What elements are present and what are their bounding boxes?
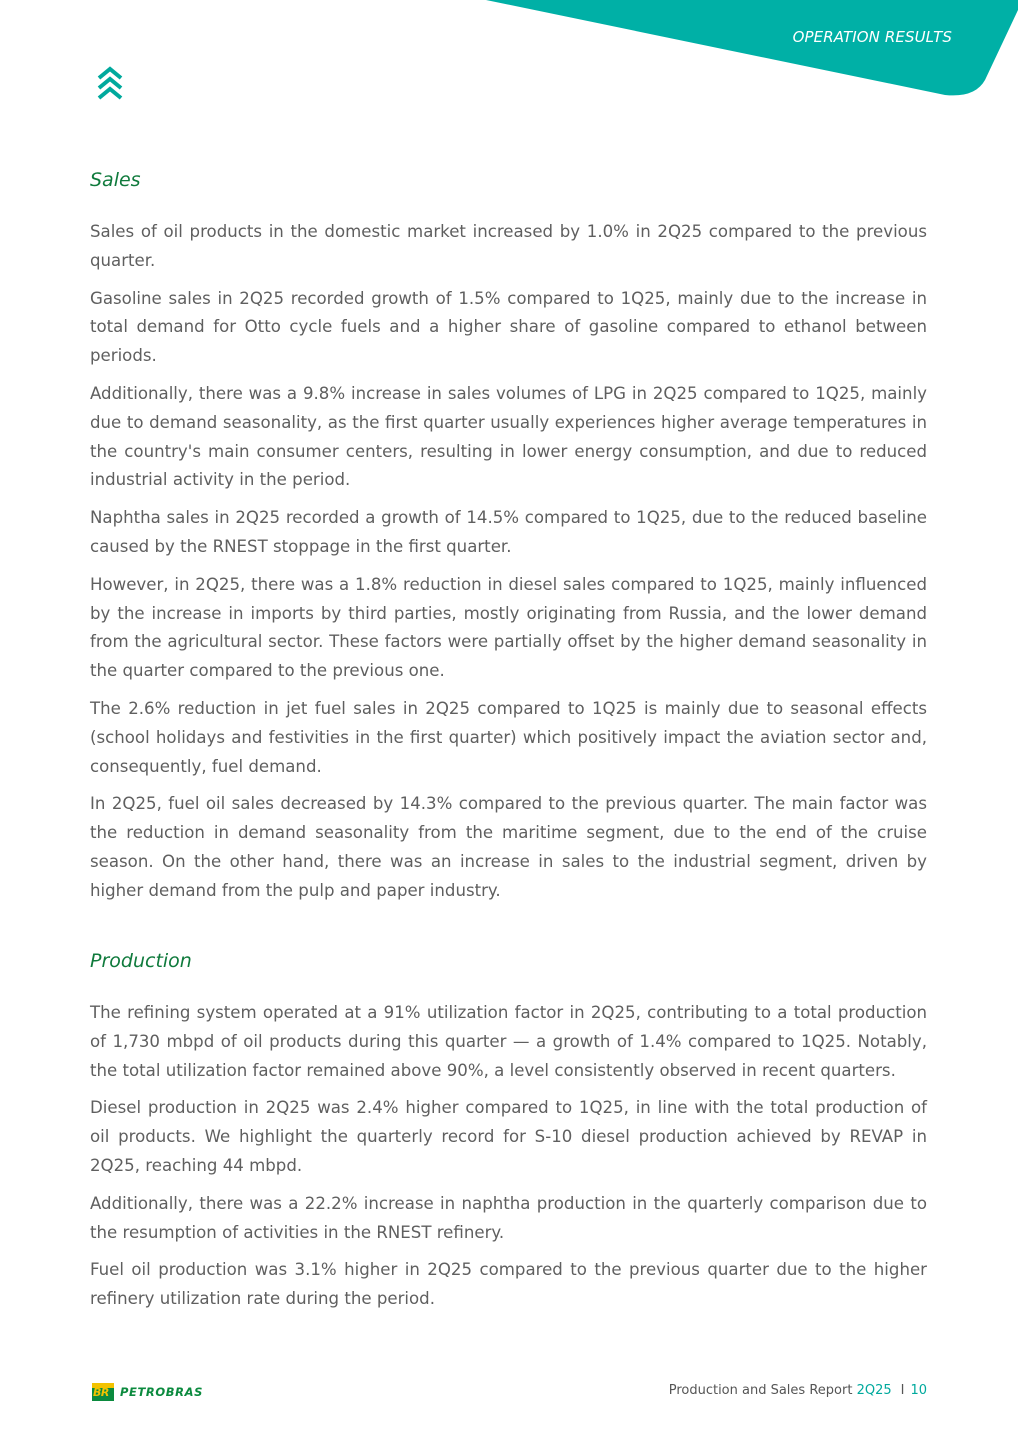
report-title: Production and Sales Report [668, 1383, 853, 1398]
chevron-up-icon [96, 66, 124, 106]
header-banner-shape [486, 0, 1018, 95]
sales-paragraph: Additionally, there was a 9.8% increase in sales volumes of LPG in 2Q25 compared to 1Q25, mainly due to demand seasonality, as the first quarter usually experiences higher average temperatures in the country's main consumer centers, resulting in lower energy consumption, and due to reduced industrial activity in the period. [90, 383, 927, 490]
sales-paragraph: The 2.6% reduction in jet fuel sales in 2Q25 compared to 1Q25 is mainly due to seasonal effects (school holidays and festivities in the first quarter) which positively impact the aviation sector and, consequently, fuel demand. [90, 698, 927, 776]
sales-paragraph: Gasoline sales in 2Q25 recorded growth of 1.5% compared to 1Q25, mainly due to the increase in total demand for Otto cycle fuels and a higher share of gasoline compared to ethanol between periods. [90, 288, 927, 366]
production-heading: Production [90, 950, 192, 972]
report-period: 2Q25 [856, 1383, 892, 1398]
petrobras-logo [92, 1382, 203, 1402]
production-paragraph: The refining system operated at a 91% utilization factor in 2Q25, contributing to a total production of 1,730 mbpd of oil products during this quarter — a growth of 1.4% compared to 1Q25. Notably, the total utilization factor remained above 90%, a level consistently observed in recent quarters. [90, 1003, 927, 1080]
production-section [90, 999, 927, 1323]
br-logo-icon: BR [92, 1383, 114, 1401]
page-number: 10 [910, 1383, 927, 1398]
production-paragraph: Diesel production in 2Q25 was 2.4% higher compared to 1Q25, in line with the total production of oil products. We highlight the quarterly record for S-10 diesel production achieved by REVAP in 2Q25, reaching 44 mbpd. [90, 1098, 927, 1175]
sales-paragraph: However, in 2Q25, there was a 1.8% reduction in diesel sales compared to 1Q25, mainly influenced by the increase in imports by third parties, mostly originating from Russia, and the lower demand from the agricultural sector. These factors were partially offset by the higher demand seasonality in the quarter compared to the previous one. [90, 574, 927, 681]
header-banner [0, 0, 1018, 100]
logo-wordmark: PETROBRAS [120, 1385, 203, 1399]
sales-paragraph: In 2Q25, fuel oil sales decreased by 14.3% compared to the previous quarter. The main factor was the reduction in demand seasonality from the maritime segment, due to the end of the cruise season. On the other hand, there was an increase in sales to the industrial segment, driven by higher demand from the pulp and paper industry. [90, 794, 927, 900]
production-paragraph: Fuel oil production was 3.1% higher in 2Q25 compared to the previous quarter due to the higher refinery utilization rate during the period. [90, 1260, 927, 1309]
sales-paragraph: Naphtha sales in 2Q25 recorded a growth of 14.5% compared to 1Q25, due to the reduced baseline caused by the RNEST stoppage in the first quarter. [90, 508, 927, 556]
sales-paragraph: Sales of oil products in the domestic market increased by 1.0% in 2Q25 compared to the previous quarter. [90, 222, 927, 270]
production-paragraph: Additionally, there was a 22.2% increase in naphtha production in the quarterly comparison due to the resumption of activities in the RNEST refinery. [90, 1193, 927, 1242]
section-label: OPERATION RESULTS [792, 28, 952, 46]
sales-heading: Sales [90, 169, 141, 191]
page-footer [669, 1383, 927, 1398]
footer-separator: I [900, 1383, 905, 1398]
sales-section [90, 218, 927, 915]
